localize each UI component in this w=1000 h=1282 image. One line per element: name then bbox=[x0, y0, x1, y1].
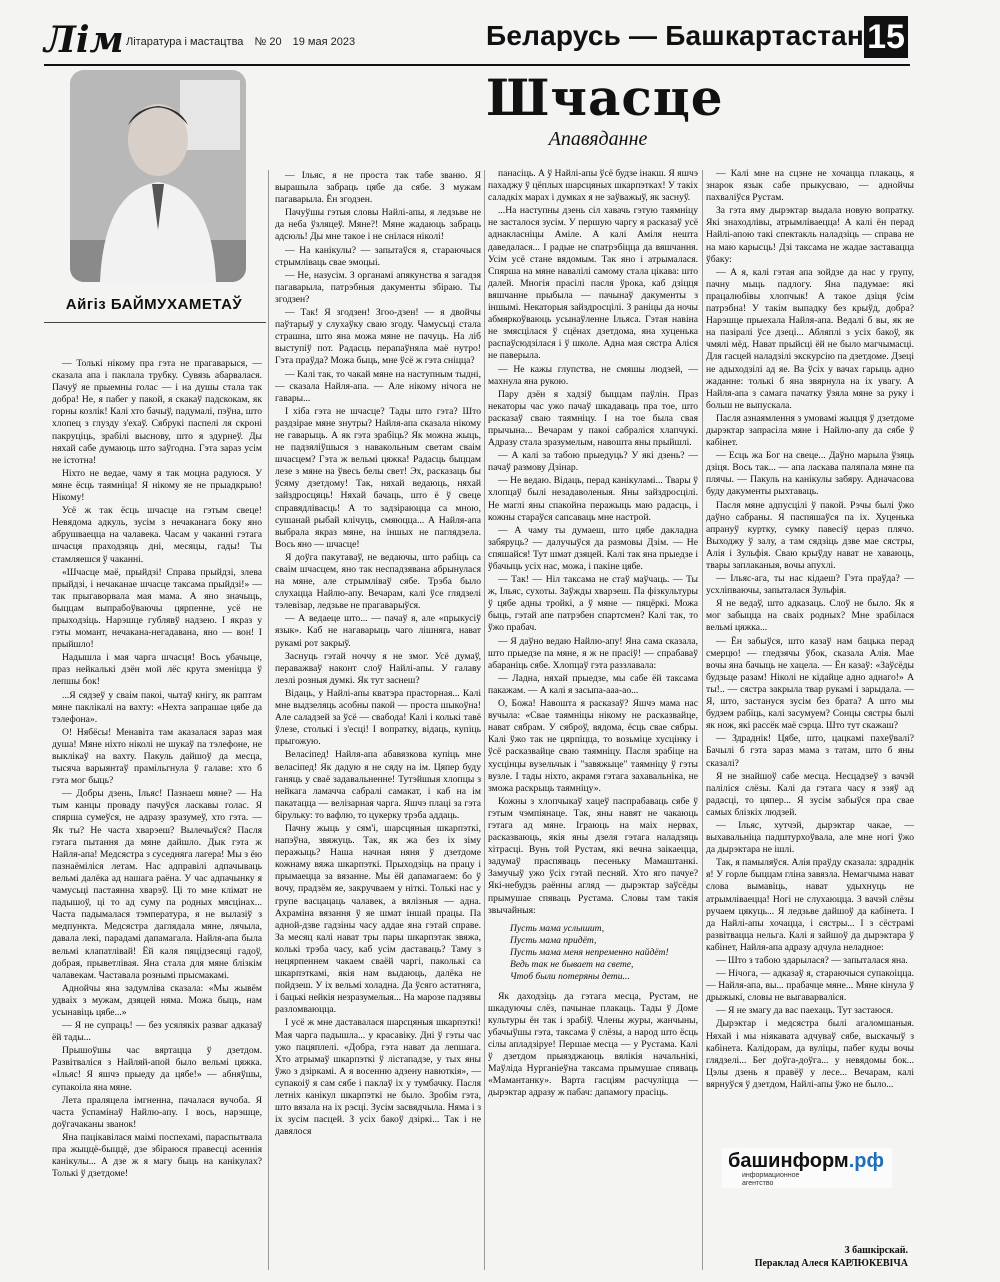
article-title: Шчасце bbox=[486, 68, 724, 127]
verse-line: Пусть мама придёт, bbox=[510, 934, 597, 946]
paragraph: Я не ведаў, што адказаць. Слоў не было. Як я мог забыцца на сваіх родных? Мне зрабілася вельмі цяжка... bbox=[706, 598, 914, 634]
paragraph: Дырэктар і медсястра былі агаломшаныя. Няхай і мы ніякавата адчуваў сябе, выскачыў з кабінета. Калідорам, да вуліцы, пабег куды вочы глядзелі... Бег доўга-доўга... у невядомы бок... Цэлы дзень я правёў у лесе... Вечарам, калі вярнуўся ў дзетдом, Найлі-апы ўжо не было... bbox=[706, 1018, 914, 1090]
paragraph: — Нічога, — адказаў я, стараючыся супакоіцца. — Найля-апа, вы... прабачце мяне... Мяне кінула ў дрыжыкі, словы не выгаварваліся. bbox=[706, 968, 914, 1004]
header-rule bbox=[44, 64, 910, 66]
text-column-1 bbox=[52, 358, 262, 1280]
paragraph: Так, я памыляўся. Алія праўду сказала: здраднік я! У горле быццам гліна завязла. Немагчыма нават слова вымавіць, нават удыхнуць не атрымліваецца! Ногі не слухаюцца. З вачэй слёзы ручаем цякуць... Я ледзьве дайшоў да кабінета. І да Найлі-апы хочацца, і сястры... І з сёстрамі развітвацца нельга. Калі я зайшоў да дырэктара ў кабінет, Найля-апа адразу адчула неладное: bbox=[706, 857, 914, 953]
paragraph: — Добры дзень, Ільяс! Пазнаеш мяне? — На тым канцы проваду пачуўся ласкавы голас. Я спярша сумеўся, не адразу зразумеў, хто гэта. — Як ты? Не часта хварэеш? Вылечыўся? Пасля гэтага пытання да мяне дайшло. Дык гэта ж Найля-апа! Медсястра з суседняга лагера! Мы з ёю пазнаёміліся летам. Нас адправілі адпачываць вельмі далёка ад нашага раёна. У час адпачынку я чамусьці пастаянна хварэў. Ці то мне клімат не падышоў, ці то ад суму па родных мясцінах... Часта падымалася тэмпература, я не вылазіў з медпункта. Медсястра даглядала мяне, лячыла, давала лекі, парадамі дапамагала. Найля-апа была вельмі клапатлівай! Ёй каля пяцідзесяці гадоў, добрая, прыветлівая. Яна стала для мяне блізкім чалавекам. Частавала рознымі прысмакамі. bbox=[52, 788, 262, 981]
paragraph: — Толькі нікому пра гэта не прагаварыся, — сказала апа і паклала трубку. Сувязь абарвалася. Пачуў яе прыемны голас — і на душы стала так добра! Не, я пабег у пакой, я скакаў падскокам, як горны козлік! Калі хто бачыў, падумалі, пэўна, што хлопец з глузду з'ехаў. Сябрукі паспелі ля скроні пакруціць, зрабілі выснову, што я здурнеў. Ды няхай сабе думаюць што заўгодна. Гэта зараз усім не істотна! bbox=[52, 358, 262, 466]
paragraph: панасіць. А ў Найлі-апы ўсё будзе інакш. Я яшчэ пахаджу ў цёплых шарсцяных шкарпэтках! У такіх саладкіх марах і думках я не заўважыў, як заснуў. bbox=[488, 168, 698, 204]
paragraph: Усё ж так ёсць шчасце на гэтым свеце! Невядома адкуль, зусім з нечаканага боку яно абрушваецца на чалавека. Часам у чаканні гэтага шчасця праходзяць дні, месяцы, гады! Ты стамляешся ў чаканні. bbox=[52, 505, 262, 565]
paragraph: — Ільяс-ага, ты нас кідаеш? Гэта праўда? — усхліпваючы, запыталася Зульфія. bbox=[706, 573, 914, 597]
paragraph: — А ведаеце што... — пачаў я, але «прыкусіў язык». Каб не нагаварыць чаго лішняга, нават рукамі рот закрыў. bbox=[275, 613, 481, 649]
paragraph: Кожны з хлопчыкаў хацеў паспрабаваць сябе ў гэтым чэмпіянаце. Так, яны навят не чакаюць гэтага ад мяне. Іграюць на маіх нервах, расказваюць, якія яны дзеля гэтага наладзяць хітрасці. Вунь той Рустам, які вечна заікаецца, задумаў праспяваць песеньку Мамаштанкі. Замучыў ужо ўсіх гэтай песняй. Хто яго пачуе? Які-небудзь раённы агляд — дырэктар заўсёды прымушае спяваць Рустама. Словы там такія звычайныя: bbox=[488, 795, 698, 916]
paragraph: Я не знайшоў сабе месца. Несцадзеў з вачэй паліліся слёзы. Калі да гэтага часу я ззяў ад радасці, то цяпер... Я зусім забыўся пра свае самых блізкіх людзей. bbox=[706, 770, 914, 818]
paragraph: — Здраднік! Цябе, што, цацкамі пахеўвалі? Бачылі б гэта зараз мама з татам, што б яны сказалі? bbox=[706, 733, 914, 769]
paragraph: — Не ведаю. Відаць, перад канікуламі... Твары ў хлопцаў былі незадаволеныя. Яны зайздросцілі. Не маглі яны спакойна перажыць маю радасць, і кожны стараўся сапсаваць мне настрой. bbox=[488, 475, 698, 523]
paragraph: — Есць жа Бог на свеце... Даўно марыла ўзяць дзіця. Вось так... — апа ласкава паляпала мяне па плячы. — Пакуль на канікулы забяру. Адначасова буду дакументы рыхтаваць. bbox=[706, 450, 914, 498]
paragraph: Яна пацікавілася маімі поспехамі, параспытвала пра жыццё-быццё, дзе збіраюся правесці асеннія канікулы... А дзе ж я магу быць на канікулах? Толькі ў дзетдоме! bbox=[52, 1131, 262, 1180]
article-subtitle: Апавяданне bbox=[548, 128, 648, 150]
watermark-subtitle bbox=[742, 1172, 799, 1188]
paragraph: Аднойчы яна задумліва сказала: «Мы жывём удваіх з мужам, дзяцей няма. Можа быць, нам усынавіць цябе...» bbox=[52, 982, 262, 1018]
paragraph: Пасля азнаямлення з умовамі жыцця ў дзетдоме дырэктар запрасіла мяне і Найлю-апу да сябе ў кабінет. bbox=[706, 412, 914, 449]
paragraph: Як даходзіць да гэтага месца, Рустам, не шкадуючы слёз, пачынае плакаць. Тады ў Доме культуры ён так і зрабіў. Члены журы, жанчыны, убачыўшы гэта, таксама ў слёзы, а народ што ёсць сілы апладзіруе! Першае месца — у Рустама. Калі ў дзетдом прыязджаюць вялікія начальнікі, Маўліда Нурганіеўна таксама прымушае спяваць «Мамантанку». Варта гасціям расчуліцца — дырэктар адразу ж пабач: дапамогу прасіць. bbox=[488, 990, 698, 1099]
paragraph: — Ільяс, я не проста так табе званю. Я вырашыла забраць цябе да сябе. З мужам пагаварыла. Ён згодзен. bbox=[275, 170, 481, 206]
paragraph: За гэта яму дырэктар выдала новую вопратку. Які знаходлівы, атрымліваецца! А калі ён перад Найлі-апою такі спектакль наладзіць — справа не на маю карысць! Дзі таксама не жадае заставацца ўбаку: bbox=[706, 205, 914, 265]
watermark bbox=[722, 1148, 892, 1188]
paragraph: Надышла і мая чарга шчасця! Вось убачыце, праз нейкалькі дзён мой лёс крута зменіцца ў лепшы бок! bbox=[52, 652, 262, 688]
masthead-logo: Лім bbox=[44, 19, 124, 61]
paragraph: Пару дзён я хадзіў быццам паўлін. Праз некаторы час ужо пачаў шкадаваць пра тое, што расказаў сваю таямніцу. І на тое была свая прычына... Вечарам у пакоі сабраліся хлапчукі. Адразу стала зразумелым, навошта яны прыйшлі. bbox=[488, 388, 698, 449]
paragraph: Я доўга пакутаваў, не ведаючы, што рабіць са сваім шчасцем, яно так неспадзявана абрынулася на мяне, але стрымліваў сябе. Трэба было слухацца Найлю-апу. Вечарам, калі ўсе глядзелі тэлевізар, ледзьве не прагаварыўся. bbox=[275, 551, 481, 612]
paragraph: — Не, назусім. З органамі апякунства я загадзя пагаварыла, патрэбныя дакументы збіраю. Ты згодзен? bbox=[275, 269, 481, 305]
paragraph: — Ладна, няхай прыедзе, мы сабе ёй таксама пакажам. — А калі я засыпа-ааа-ао... bbox=[488, 672, 698, 696]
publication-name: Літаратура і мастацтва bbox=[126, 36, 244, 48]
text-column-4 bbox=[706, 168, 914, 1280]
watermark-brand bbox=[728, 1150, 884, 1173]
paragraph: Веласіпед! Найля-апа абавязкова купіць мне веласіпед! Як дадую я не сяду на ім. Цяпер буду ганяць у сваё задавальненне! Тутэйшыя хлопцы з нейкага ламачча сабралі самакат, і каб на ім пакатацца — велізарная чарга. Яшчэ плаці за гэта бірульку: то вафлю, то цукерку трэба аддаць. bbox=[275, 749, 481, 821]
paragraph: ...Я сядзеў у сваім пакоі, чытаў кнігу, як раптам мяне паклікалі на вахту: «Нехта запрашае цябе да тэлефона». bbox=[52, 689, 262, 725]
paragraph: Прышоўшы час вяртацца ў дзетдом. Развітваліся з Найляй-апой было вельмі цяжка. «Ільяс! Я яшчэ прыеду да цябе!» — абняўшы, супакоіла яна мяне. bbox=[52, 1045, 262, 1093]
paragraph: Пасля мяне адпусцілі ў пакой. Рэчы былі ўжо даўно сабраны. Я паспяшаўся па іх. Хуценька апрануў куртку, сумку павесіў цераз плячо. Выходжу ў залу, а там сядзіць дзве мае сястры, Алія і Зульфія. Сваю крыўду нават не хаваюць, твары заплаканыя, вочы апухлі. bbox=[706, 499, 914, 571]
translation-credit bbox=[755, 1244, 908, 1270]
paragraph: — Калі так, то чакай мяне на наступным тыдні, — сказала Найля-апа. — Але нікому нічога не гавары... bbox=[275, 368, 481, 404]
watermark-sub-line: агентство bbox=[742, 1180, 774, 1187]
paragraph: — Я даўно ведаю Найлю-апу! Яна сама сказала, што прыедзе па мяне, я ж не прасіў! — спрабаваў абараніць сябе. Хлопцаў гэта раззлавала: bbox=[488, 635, 698, 671]
masthead-meta bbox=[126, 36, 363, 48]
section-title: Беларусь — Башкартастан bbox=[486, 20, 865, 51]
watermark-sub-line: информационное bbox=[742, 1172, 800, 1179]
verse-line: Пусть мама услышит, bbox=[510, 922, 605, 934]
verse-line: Чтоб были потеряны дети... bbox=[510, 970, 630, 982]
paragraph: — Што з табою здарылася? — запыталася яна. bbox=[716, 955, 908, 966]
paragraph: — Не кажы глупства, не смяшы людзей, — махнула яна рукою. bbox=[488, 363, 698, 387]
paragraph: — На канікулы? — запытаўся я, стараючыся стрымліваць свае эмоцыі. bbox=[275, 244, 481, 268]
paragraph: — А чаму ты думаеш, што цябе дакладна забяруць? — далучыўся да размовы Дзім. — Не спяшайся! Тут шмат дзяцей. Калі так яна прыедзе і ўбачыць усіх нас, можа, і пакіне цябе. bbox=[488, 524, 698, 572]
column-divider bbox=[702, 170, 703, 1270]
song-verse bbox=[510, 923, 698, 983]
paragraph: — А калі за табою прыедуць? У які дзень? — пачаў размову Дзінар. bbox=[488, 450, 698, 474]
text-column-2 bbox=[275, 170, 481, 1280]
paragraph: — Так! — Ніл таксама не стаў маўчаць. — Ты ж, Ільяс, сухоты. Заўжды хварэеш. Па фізкультуры ў цябе адны тройкі, а ў мяне — пяцёркі. Можа быць, гэтай апе патрэбен спартсмен? Калі так, то ўжо прабач. bbox=[488, 574, 698, 634]
paragraph: І усё ж мне даставалася шарсцяныя шкарпэткі! Мая чарга падышла... у красавіку. Дні ў гэты час ужо пацяплелі. «Добра, гэта нават да лепшага. Хто атрымаў шкарпэткі ў лістападзе, у тых яны ўжо з дзіркамі. А я восенню адзену навюткія», — супакоіў я сам сябе і паклаў іх у тумбачку. Пасля летніх канікул шкарпэткі не было. Зробім гэта, што вязала на іх рэсці. Зусім засвядчыла. Няма і з іх зусім пасцей. З усіх бакоў дзіркі... Так і не давялося bbox=[275, 1017, 481, 1138]
watermark-brand-text: башинформ bbox=[728, 1150, 849, 1172]
paragraph: «Шчасце маё, прыйдзі! Справа прыйдзі, злева прыйдзі, і нечаканае шчасце таксама прыйдзі!» — так прыгаворвала мая мама. А яно значыць, быццам выпрабоўваючы цярпенне, усё не прыходзіць. Нарэшце гублявў надзею. І якраз у гэты момант, нечакана-негадавана, яно — вон! І прыйшло! bbox=[52, 566, 262, 651]
paragraph: — Я не супраць! — без усялякіх разваг адказаў ёй тады... bbox=[52, 1020, 262, 1044]
paragraph: — Я не змагу да вас паехаць. Тут застаюся. bbox=[716, 1005, 894, 1017]
verse-line: Пусть мама меня непременно найдёт! bbox=[510, 946, 669, 958]
paragraph: — Калі мне на сцэне не хочацца плакаць, я знарок язык сабе прыкусваю, — аднойчы пахваліўся Рустам. bbox=[706, 168, 914, 204]
paragraph: І хіба гэта не шчасце? Тады што гэта? Што раздзірае мяне знутры? Найля-апа сказала нікому не гаварыць. А як гэта зрабіць? Як можна жыць, не падзяліўшыся з навакольным светам сваім шчасцем? Гэта ж вельмі цяжка! Радасць быццам лезе з мяне на ўвесь белы свет! Эх, расказаць бы ўсяму дзетдому! Так, няхай ведаюць, няхай зайздросцяць! Няхай бачаць, што ё ў свеце справядлівасць! А то задзіраюцца са мною, сушанай рыбай клічуць, смяюцца... А Найля-апа выбрала якраз мяне, на іншых не паглядзела. Вось яно — шчасце! bbox=[275, 405, 481, 550]
column-divider bbox=[268, 170, 269, 1270]
author-photo bbox=[70, 70, 246, 282]
paragraph: О! Нябёсы! Менавіта там аказалася зараз мая душа! Мяне ніхто ніколі не шукаў па тэлефоне, не выклікаў на вахту. Пакуль дайшоў да месца, тысяча варыянтаў прамільгнула ў галаве: хто б гэта мог быць? bbox=[52, 726, 262, 787]
author-name: Айгіз БАЙМУХАМЕТАЎ bbox=[65, 296, 243, 313]
paragraph: Відаць, у Найлі-апы кватэра прасторная... Калі мне выдзеляць асобны пакой — проста шыкоўна! Але саладзей за ўсё — свабода! Калі і колькі тавё ўлезе, столькі і з'есці! І вопратку, відаць, купіць прыгожую. bbox=[275, 687, 481, 748]
paragraph: Ніхто не ведае, чаму я так моцна радуюся. У мяне ёсць таямніца! Я нікому яе не прыадкрыю! Нікому! bbox=[52, 467, 262, 504]
text-column-3 bbox=[488, 168, 698, 1280]
paragraph: ...На наступны дзень сіл хавачь гэтую таямніцу не засталося зусім. У першую чаргу я расказаў усё аднакласніцы Аміле. А калі Аміля нешта даведалася... І радые не спатрэбіцца да вяшчання. Усім усё стане вядомым. Так яно і атрымалася. Спярша на мяне навалілі самому стала цікава: што далей. Многія прасілі пасля ўрока, каб дзіцця вяшчанне прыбыла — пачынаў дакументы з іншымі. Некаторыя зайздросцілі. З раніцы да ночы абмяркоўваюць усынаўленне Ільяса. Гэтая навіна не змясцілася ў сцёнах дзетдома, яна хуценька распаўсюдзілася і ў школе. Адна мая сястра Аліся не паверыла. bbox=[488, 205, 698, 362]
paragraph: — А я, калі гэтая апа зойдзе да нас у групу, пачну мыць падлогу. Яна падумае: які працалюбівы хлопчык! А такое дзіця ўсім патрэбна! У такім выпадку без крыўд, добра? Нарэшце прыехала Найля-апа. Ведалі б вы, як яе на пазіралі ўсе дзеці... Абляплі з усіх бакоў, як чмялі мёд. Нават прыйсці ёй не было магчымасці. Для гасцей наладзілі экскурсію па дзетдоме. Дзеці не адыходзілі ад яе. Ва ўсіх у вачах гарыць адно жаданне: толькі б яна звярнула на іх увагу. А Найля-апа з самага пачатку ўзяла мяне за руку і больш не выпускала. bbox=[706, 266, 914, 411]
paragraph: — Ільяс, хутчэй, дырэктар чакае, — выхавальніца падштурхоўвала, але мне ногі ўжо да дырэктара не ішлі. bbox=[706, 819, 914, 856]
issue-date: 19 мая 2023 bbox=[292, 36, 356, 48]
paragraph: — Ён забыўся, што казаў нам бацька перад смерцю! — гледзячы ўбок, сказала Алія. Мае вочы яна бачыць не хацела. — Ён казаў: «Заўсёды будзьце разам! Ніколі не кідайце адно аднаго!» А ты!.. — сястра закрыла твар рукамі і зарыдала. — Я, што, застануся зусім без брата? А што мы будзем рабіць, калі засумуем? Сонцы сястры былі як нож, які рассёк маё сэрца. Што тут скажаш? bbox=[706, 635, 914, 732]
paragraph: Пачну жыць у сям'і, шарсцяныя шкарпэткі, напэўна, звяжуць. Так, як жа без іх зіму перажыць? Наша начная няня ў дзетдоме кожнаму вяжа шкарпэткі. Прыходзіць на працу і прымаецца за вязанне. Мы ёй дапамагаем: бо ў вочу, прадзём яе, закручваем у ніткі. Толькі нас у групе васцацаць чалавек, а вялізныя — адна. Ахраміна вязання ў яе шмат іншай працы. Па адной-дзве гадзіны часу аддае яна гэтай справе. За месяц калі нават тры пары шкарпэтак звяжа, колькі трэба часу, каб усім даставаць? Таму з нецярпеннем чакаем сваёй чаргі, паколькі са шкарпэткамі, якія нам выдаюць, далёка не пойдзеш. У іх вельмі холадна. Да ўсяго астатняга, і бацькі нейкія незразумелыя... На марозе падзявы разломваюцца. bbox=[275, 822, 481, 1016]
author-rule bbox=[44, 322, 266, 323]
source-language: З башкірскай. bbox=[844, 1245, 908, 1256]
verse-line: Ведь так не бывает на свете, bbox=[510, 958, 634, 970]
paragraph: Пачуўшы гэтыя словы Найлі-апы, я ледзьве не да неба ўзляцеў. Мяне?! Мяне жадаюць забраць адсюль! Ды мне такое і не снілася ніколі! bbox=[275, 207, 481, 243]
paragraph: Лета праляцела імгненна, пачалася вучоба. Я часта ўспамінаў Найлю-апу. І вось, нарэшце, доўгачаканы званок! bbox=[52, 1094, 262, 1130]
page-number: 15 bbox=[864, 16, 908, 58]
paragraph: — Так! Я згодзен! Згоо-дзен! — я двойчы паўтарыў у слухаўку сваю згоду. Чамусьці стала страшна, што яна можа мяне не пачуць. На ліб выступіў пот. Радасць перапаўняла маё нутро! Гэта праўда? Можа быць, мне ўсё ж гэта сніцца? bbox=[275, 307, 481, 367]
paragraph: О, Божа! Навошта я расказаў? Яшчэ мама нас вучыла: «Свае таямніцы нікому не расказвайце, нават сябрам. У сяброў, вядома, ёсць свае сябры. Калі ўжо так не цярпіцца, то возьміце хусцінку і ўсё расказвайце сваю таямніцу. Пасля зрабіце на хусцінцы вузельчык і "завяжыце" таямніцу ў гэты вузле. І тады ніхто, акрамя гэтага захавальніка, не зможа раскрыць таямніцу». bbox=[488, 698, 698, 794]
translator: Пераклад Алеся КАРЛЮКЕВІЧА bbox=[754, 1258, 908, 1269]
watermark-suffix: .рф bbox=[848, 1150, 885, 1172]
issue-number: № 20 bbox=[254, 36, 282, 48]
paragraph: Заснуць гэтай ноччу я не змог. Усё думаў, пераважваў наконт слоў Найлі-апы. У галаву лезлі розныя думкі. Як тут заснеш? bbox=[275, 650, 481, 686]
column-divider bbox=[484, 170, 485, 1270]
